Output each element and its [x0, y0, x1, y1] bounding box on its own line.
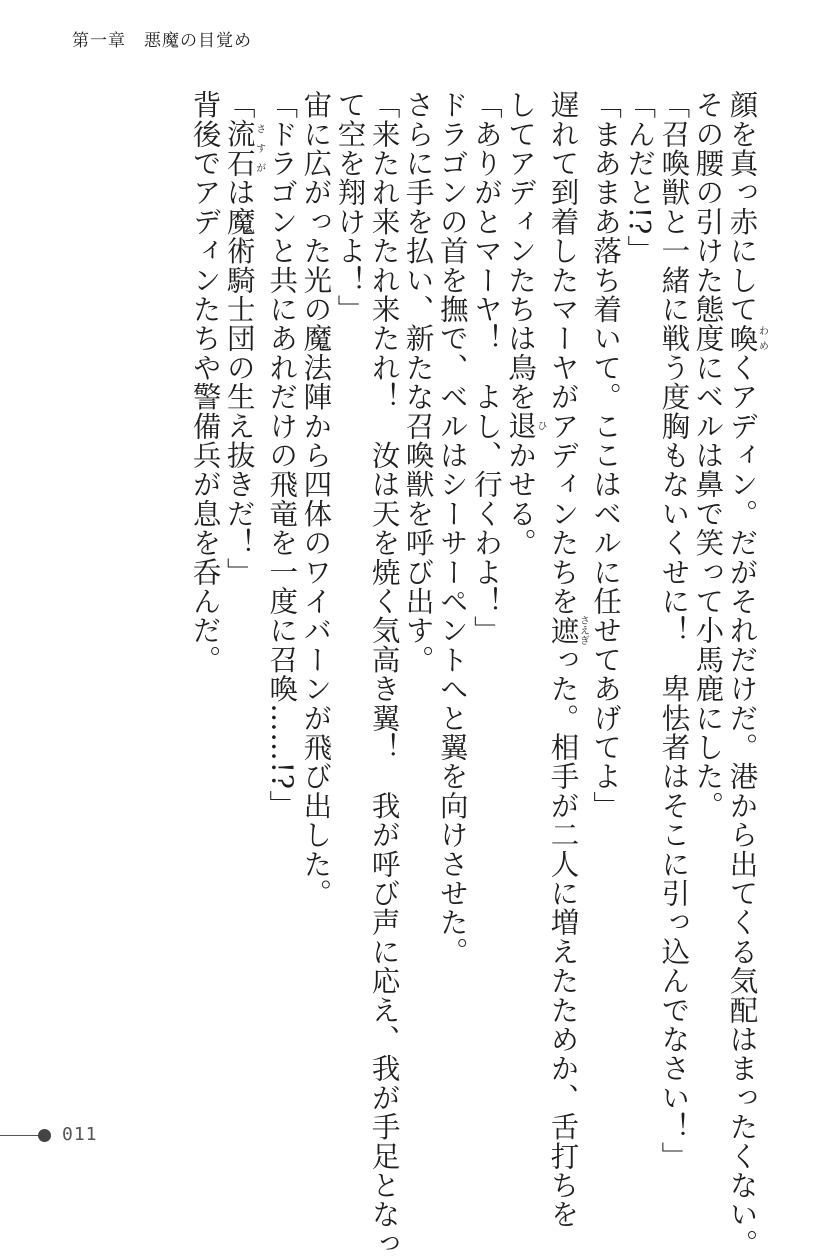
- text-segment: は魔術騎士団の生え抜きだ！」: [222, 177, 256, 587]
- ruby-annotation: [503, 411, 546, 441]
- text-line: 宙に広がった光の魔法陣から四体のワイバーンが飛び出した。: [299, 90, 333, 908]
- text-line: その腰の引けた態度にベルは鼻で笑って小馬鹿にした。: [691, 90, 725, 820]
- ruby-base: 流石: [222, 119, 256, 178]
- text-segment: 「: [222, 90, 256, 120]
- text-line: 「召喚獣と一緒に戦う度胸もないくせに！ 卑怯者はそこに引っ込んでなさい！」: [657, 90, 691, 1171]
- text-line: 「ドラゴンと共にあれだけの飛竜を一度に召喚……!?」: [265, 90, 299, 819]
- text-segment: くアディン。だがそれだけだ。港から出てくる気配はまったくない。: [725, 352, 759, 1258]
- ruby-annotation: [546, 615, 589, 646]
- text-line: 「ありがとマーヤ！ よし、行くわよ！」: [469, 90, 503, 645]
- text-line: さらに手を払い、新たな召喚獣を呼び出す。: [401, 90, 435, 674]
- text-line: 背後でアディンたちや警備兵が息を呑んだ。: [188, 90, 222, 674]
- ruby-reading: ひ: [534, 411, 546, 441]
- page-number: 011: [62, 1124, 98, 1145]
- text-line: [503, 90, 546, 1130]
- text-line: [545, 90, 589, 1229]
- text-line: ドラゴンの首を撫で、ベルはシーサーペントへと翼を向けさせた。: [435, 90, 469, 966]
- running-header-chapter-title: 第一章 悪魔の目覚め: [72, 31, 252, 51]
- ruby-base: 退: [503, 411, 537, 441]
- footer-rule: [0, 1135, 40, 1136]
- ruby-reading: わめ: [756, 323, 768, 353]
- text-line: [724, 90, 768, 1258]
- text-segment: かせる。: [503, 440, 537, 558]
- footer-dot-icon: [38, 1129, 51, 1142]
- text-line: [222, 90, 265, 1130]
- text-segment: してアディンたちは鳥を: [503, 90, 537, 412]
- text-line: 「まあまあ落ち着いて。ここはベルに任せてあげてよ」: [589, 90, 623, 820]
- ruby-base: 遮: [546, 615, 580, 646]
- ruby-annotation: [725, 323, 768, 353]
- text-line: 「んだと!?」: [623, 90, 657, 265]
- ruby-reading: さえぎ: [577, 615, 589, 646]
- body-text-column: [188, 90, 768, 1258]
- ruby-reading: さすが: [253, 119, 265, 178]
- ruby-base: 喚: [725, 323, 759, 353]
- text-segment: 顔を真っ赤にして: [725, 90, 759, 324]
- text-line: て空を翔けよ！」: [333, 90, 367, 324]
- text-segment: 遅れて到着したマーヤがアディンたちを: [546, 90, 580, 616]
- text-segment: った。相手が二人に増えたためか、舌打ちを: [546, 644, 580, 1229]
- ruby-annotation: [222, 119, 265, 178]
- text-line: 「来たれ来たれ来たれ！ 汝は天を焼く気高き翼！ 我が呼び声に応え、我が手足となっ: [367, 90, 401, 1258]
